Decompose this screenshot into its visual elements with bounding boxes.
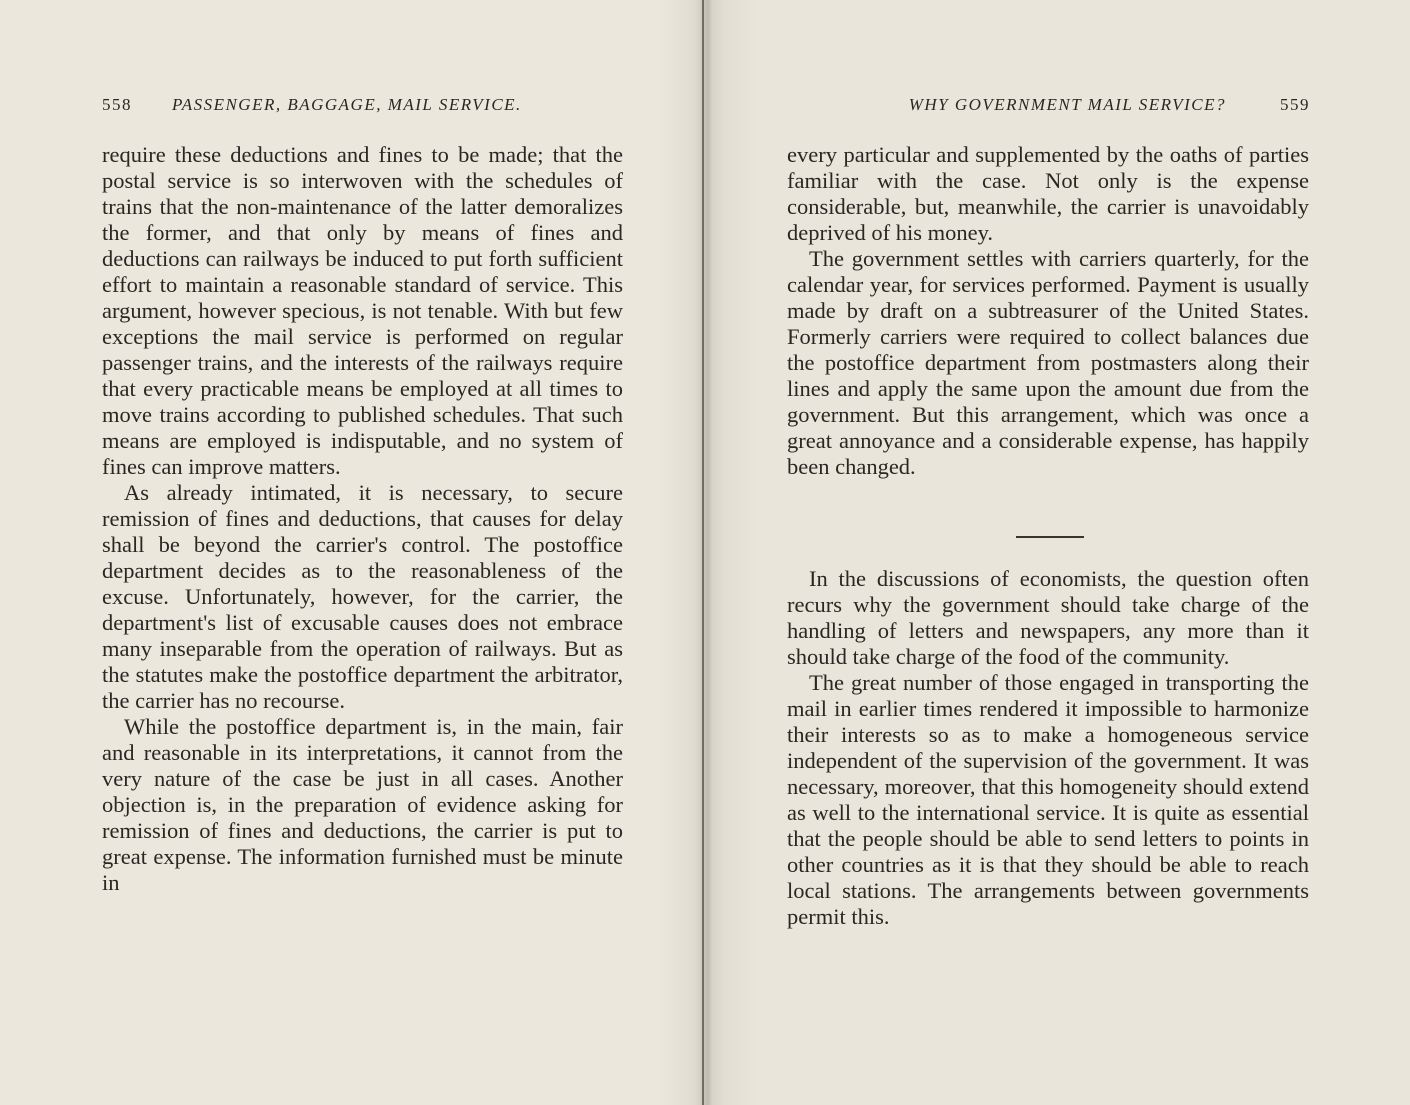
right-text-column-bottom — [787, 566, 1309, 930]
right-paragraph-3: In the discussions of economists, the question often recurs why the government should take charge of the handling of letters and newspapers, any more than it should take charge of the food of the community. — [787, 566, 1309, 669]
left-running-head — [102, 95, 558, 121]
left-paragraph-1: require these deductions and fines to be made; that the postal service is so interwoven with the schedules of trains that the non-maintenance of the latter demoralizes the former, and that only by means of fines and deductions can railways be induced to put forth sufficient effort to maintain a reasonable standard of service. This argument, however specious, is not tenable. With but few exceptions the mail service is performed on regular passenger trains, and the interests of the railways require that every practicable means be employed at all times to move trains according to published schedules. That such means are employed is indisputable, and no system of fines can improve matters. — [102, 142, 623, 479]
book-gutter — [660, 0, 760, 1105]
right-text-column-top — [787, 142, 1309, 480]
left-paragraph-3: While the postoffice department is, in the main, fair and reasonable in its interpretations, it cannot from the very nature of the case be just in all cases. Another objection is, in the preparation of evidence asking for remission of fines and deductions, the carrier is put to great expense. The information furnished must be minute in — [102, 714, 623, 895]
section-divider — [1016, 536, 1084, 538]
left-text-column — [102, 142, 623, 896]
right-running-head — [780, 95, 1310, 121]
right-paragraph-1: every particular and supplemented by the oaths of parties familiar with the case. Not only is the expense considerable, but, meanwhile, the carrier is unavoidably deprived of his money. — [787, 142, 1309, 245]
right-paragraph-4: The great number of those engaged in transporting the mail in earlier times rendered it impossible to harmonize their interests so as to make a homogeneous service independent of the supervision of the government. It was necessary, moreover, that this homogeneity should extend as well to the international service. It is quite as essential that the people should be able to send letters to points in other countries as it is that they should be able to reach local stations. The arrangements between governments permit this. — [787, 670, 1309, 929]
right-paragraph-2: The government settles with carriers quarterly, for the calendar year, for services performed. Payment is usually made by draft on a subtreasurer of the United States. Formerly carriers were required to collect balances due the postoffice department from postmasters along their lines and apply the same upon the amount due from the government. But this arrangement, which was once a great annoyance and a considerable expense, has happily been changed. — [787, 246, 1309, 479]
left-page-number: 558 — [102, 95, 132, 114]
page-fold — [702, 0, 704, 1105]
left-paragraph-2: As already intimated, it is necessary, to secure remission of fines and deductions, that causes for delay shall be beyond the carrier's control. The postoffice department decides as to the reasonableness of the excuse. Unfortunately, however, for the carrier, the department's list of excusable causes does not embrace many inseparable from the operation of railways. But as the statutes make the postoffice department the arbitrator, the carrier has no recourse. — [102, 480, 623, 713]
right-page-number: 559 — [1280, 95, 1310, 114]
left-running-title: PASSENGER, BAGGAGE, MAIL SERVICE. — [172, 95, 522, 114]
right-running-title: WHY GOVERNMENT MAIL SERVICE? — [908, 95, 1226, 114]
